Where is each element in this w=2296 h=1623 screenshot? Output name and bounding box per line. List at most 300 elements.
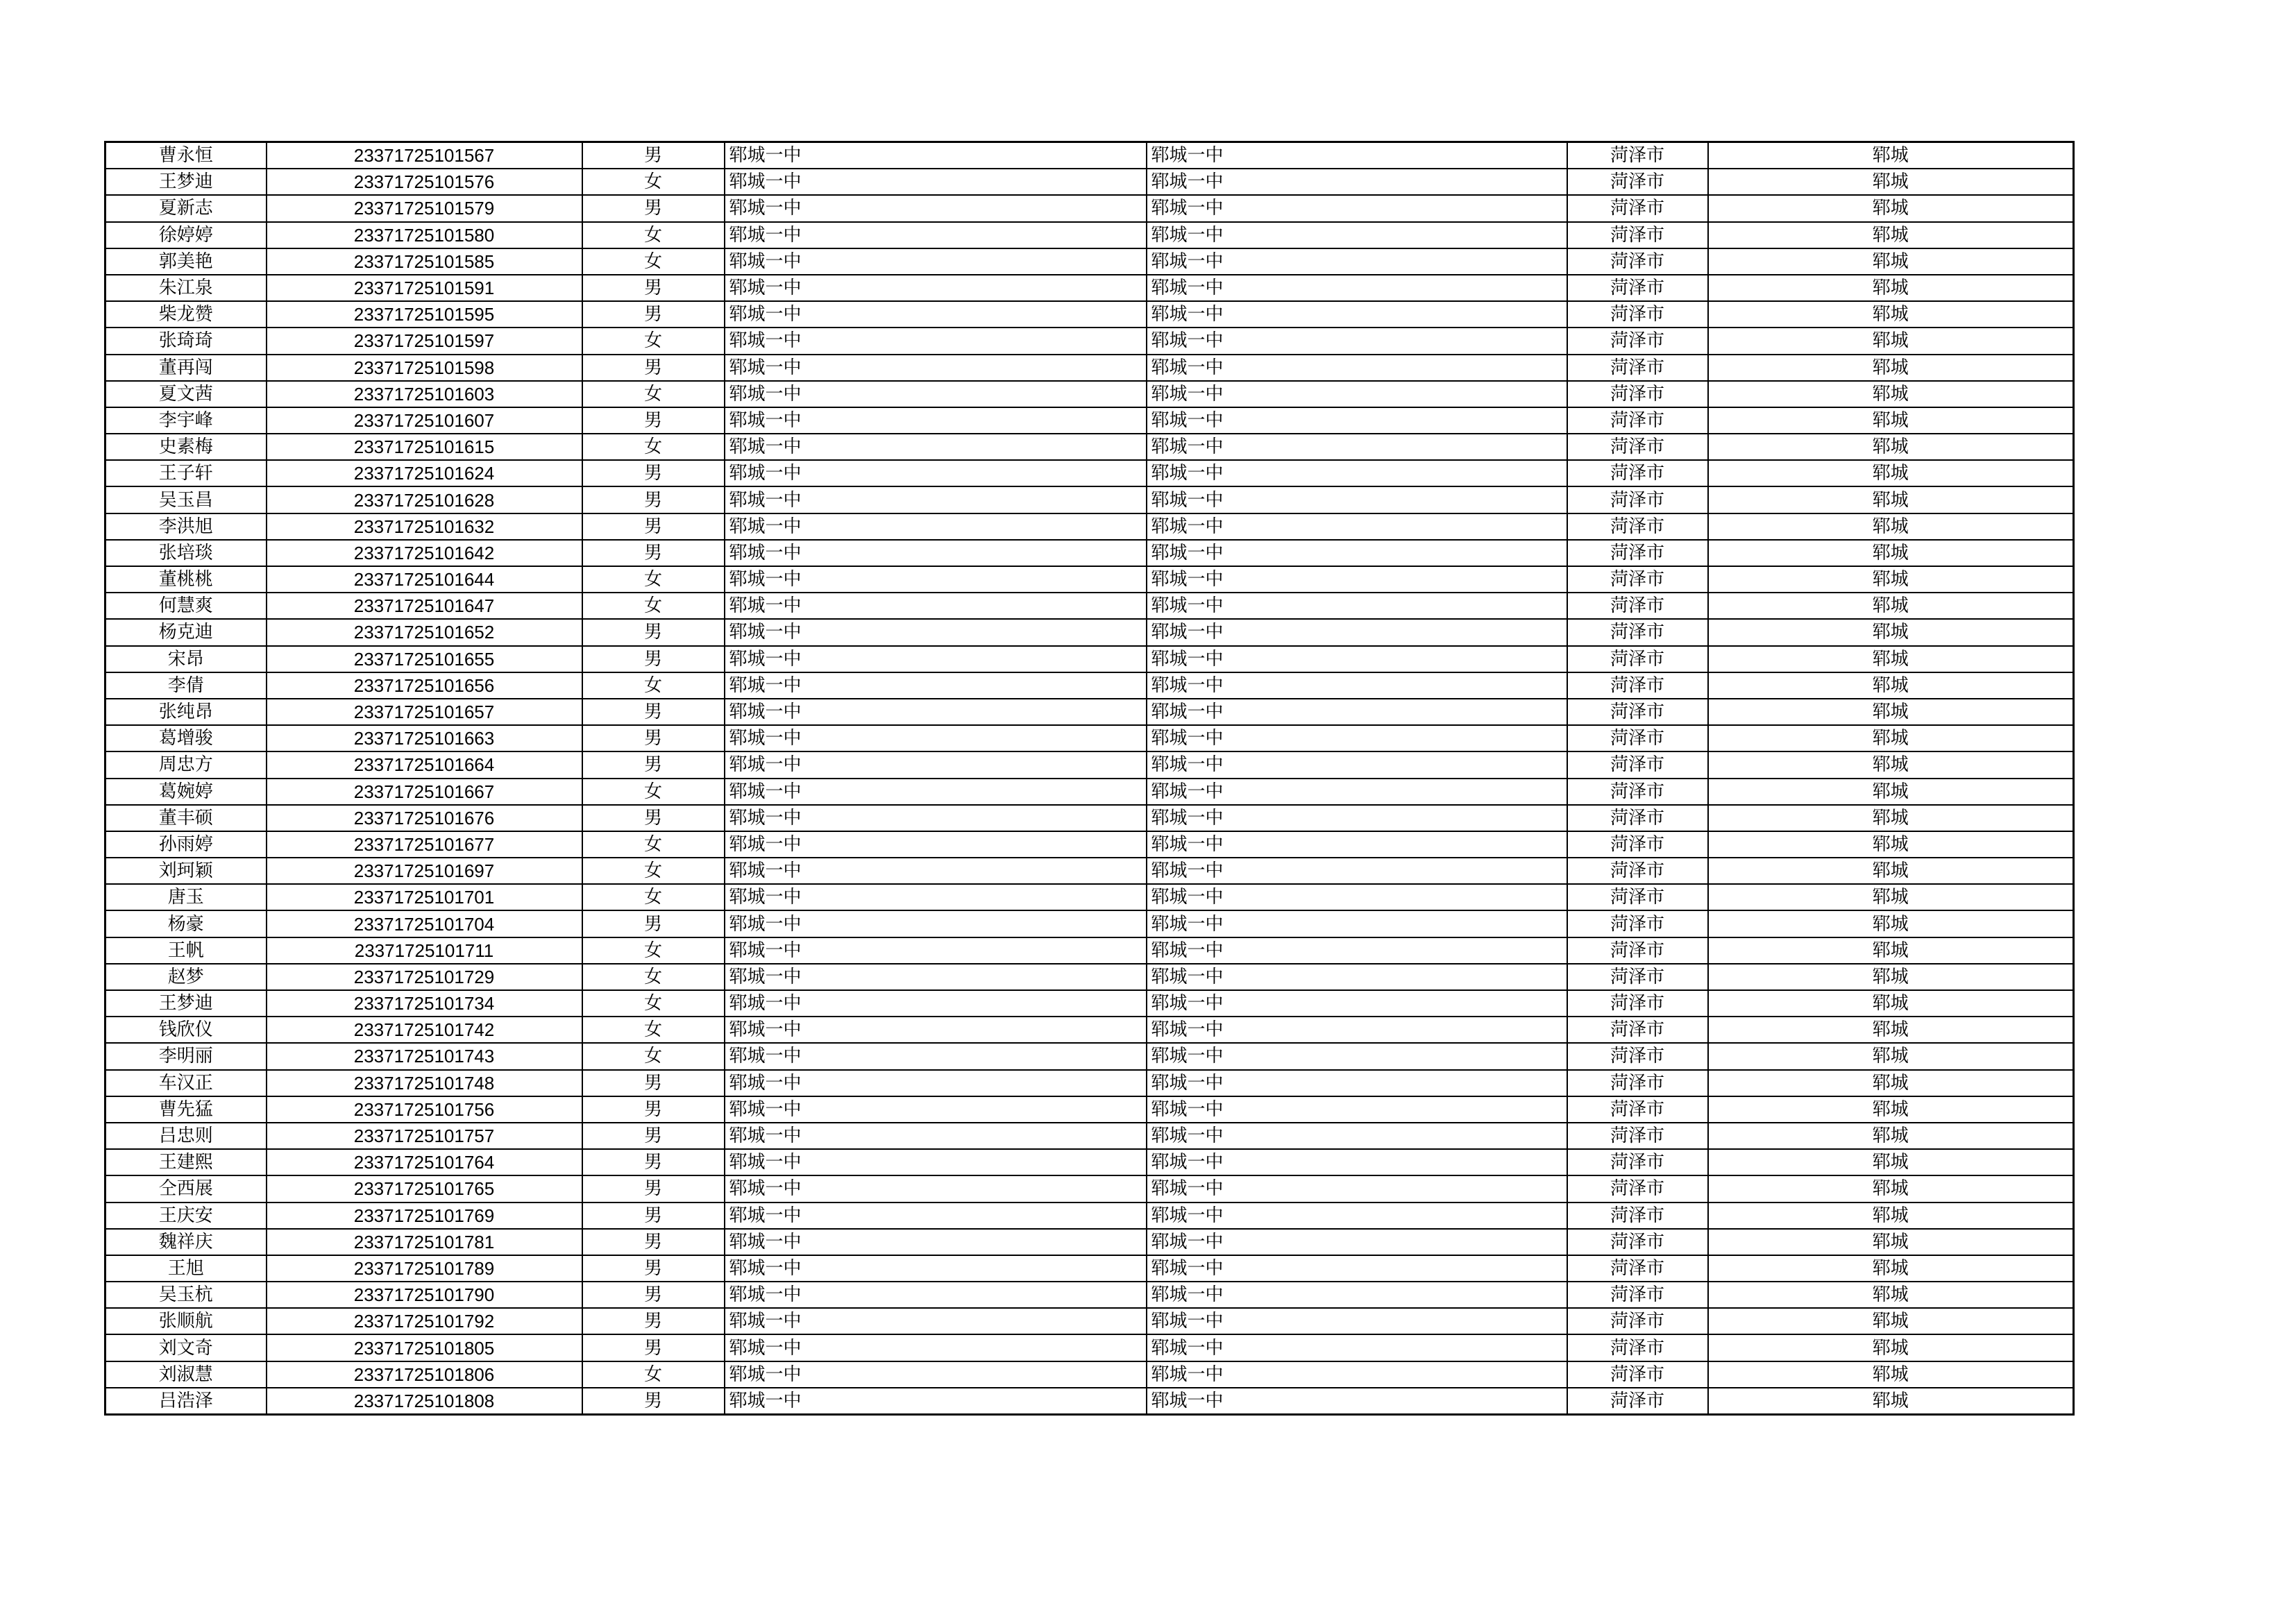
county-cell: 郓城 [1708,805,2074,831]
name-cell: 郭美艳 [105,248,267,275]
exam-id-cell: 23371725101652 [267,619,582,645]
city-cell: 菏泽市 [1567,195,1708,221]
name-cell: 曹永恒 [105,142,267,169]
city-cell: 菏泽市 [1567,699,1708,725]
exam-site-cell: 郓城一中 [1147,619,1567,645]
name-cell: 李洪旭 [105,513,267,540]
name-cell: 杨豪 [105,910,267,937]
name-cell: 杨克迪 [105,619,267,645]
city-cell: 菏泽市 [1567,884,1708,910]
exam-id-cell: 23371725101632 [267,513,582,540]
table-row [105,513,2074,540]
table-row [105,1334,2074,1361]
school-cell: 郓城一中 [725,1203,1147,1229]
name-cell: 张培琰 [105,540,267,566]
exam-site-cell: 郓城一中 [1147,566,1567,593]
school-cell: 郓城一中 [725,751,1147,778]
gender-cell: 男 [582,1388,725,1415]
name-cell: 王梦迪 [105,169,267,195]
name-cell: 周忠方 [105,751,267,778]
gender-cell: 男 [582,540,725,566]
name-cell: 车汉正 [105,1070,267,1096]
name-cell: 吕忠则 [105,1123,267,1149]
exam-id-cell: 23371725101644 [267,566,582,593]
school-cell: 郓城一中 [725,1017,1147,1043]
gender-cell: 女 [582,566,725,593]
table-row [105,142,2074,169]
gender-cell: 男 [582,725,725,751]
name-cell: 徐婷婷 [105,222,267,248]
name-cell: 吕浩泽 [105,1388,267,1415]
school-cell: 郓城一中 [725,248,1147,275]
gender-cell: 男 [582,1070,725,1096]
city-cell: 菏泽市 [1567,1043,1708,1069]
table-row [105,355,2074,381]
gender-cell: 女 [582,328,725,354]
county-cell: 郓城 [1708,142,2074,169]
name-cell: 钱欣仪 [105,1017,267,1043]
name-cell: 张顺航 [105,1308,267,1334]
table-row [105,381,2074,407]
exam-id-cell: 23371725101734 [267,990,582,1017]
exam-id-cell: 23371725101757 [267,1123,582,1149]
county-cell: 郓城 [1708,381,2074,407]
school-cell: 郓城一中 [725,884,1147,910]
name-cell: 李宇峰 [105,407,267,434]
county-cell: 郓城 [1708,937,2074,964]
exam-site-cell: 郓城一中 [1147,1282,1567,1308]
school-cell: 郓城一中 [725,1282,1147,1308]
gender-cell: 女 [582,434,725,460]
county-cell: 郓城 [1708,1017,2074,1043]
table-row [105,910,2074,937]
city-cell: 菏泽市 [1567,275,1708,301]
school-cell: 郓城一中 [725,779,1147,805]
county-cell: 郓城 [1708,779,2074,805]
city-cell: 菏泽市 [1567,1096,1708,1123]
exam-id-cell: 23371725101769 [267,1203,582,1229]
school-cell: 郓城一中 [725,725,1147,751]
county-cell: 郓城 [1708,1149,2074,1175]
exam-site-cell: 郓城一中 [1147,513,1567,540]
school-cell: 郓城一中 [725,831,1147,858]
school-cell: 郓城一中 [725,1229,1147,1255]
table-body [105,142,2074,1415]
city-cell: 菏泽市 [1567,1388,1708,1415]
school-cell: 郓城一中 [725,990,1147,1017]
school-cell: 郓城一中 [725,1255,1147,1282]
exam-id-cell: 23371725101663 [267,725,582,751]
name-cell: 刘淑慧 [105,1361,267,1388]
county-cell: 郓城 [1708,1203,2074,1229]
school-cell: 郓城一中 [725,169,1147,195]
name-cell: 刘文奇 [105,1334,267,1361]
gender-cell: 女 [582,672,725,699]
school-cell: 郓城一中 [725,1361,1147,1388]
exam-site-cell: 郓城一中 [1147,169,1567,195]
exam-id-cell: 23371725101704 [267,910,582,937]
school-cell: 郓城一中 [725,910,1147,937]
table-row [105,1017,2074,1043]
gender-cell: 男 [582,646,725,672]
name-cell: 曹先猛 [105,1096,267,1123]
table-row [105,1149,2074,1175]
name-cell: 孙雨婷 [105,831,267,858]
exam-site-cell: 郓城一中 [1147,328,1567,354]
school-cell: 郓城一中 [725,593,1147,619]
city-cell: 菏泽市 [1567,513,1708,540]
school-cell: 郓城一中 [725,672,1147,699]
name-cell: 赵梦 [105,964,267,990]
county-cell: 郓城 [1708,1334,2074,1361]
exam-site-cell: 郓城一中 [1147,1255,1567,1282]
name-cell: 张琦琦 [105,328,267,354]
gender-cell: 男 [582,910,725,937]
gender-cell: 女 [582,593,725,619]
city-cell: 菏泽市 [1567,142,1708,169]
city-cell: 菏泽市 [1567,672,1708,699]
school-cell: 郓城一中 [725,1043,1147,1069]
city-cell: 菏泽市 [1567,593,1708,619]
gender-cell: 男 [582,1255,725,1282]
city-cell: 菏泽市 [1567,1282,1708,1308]
exam-id-cell: 23371725101701 [267,884,582,910]
exam-id-cell: 23371725101790 [267,1282,582,1308]
county-cell: 郓城 [1708,222,2074,248]
table-row [105,805,2074,831]
table-row [105,169,2074,195]
city-cell: 菏泽市 [1567,1017,1708,1043]
name-cell: 葛增骏 [105,725,267,751]
name-cell: 王庆安 [105,1203,267,1229]
table-row [105,593,2074,619]
exam-site-cell: 郓城一中 [1147,672,1567,699]
exam-site-cell: 郓城一中 [1147,275,1567,301]
city-cell: 菏泽市 [1567,751,1708,778]
school-cell: 郓城一中 [725,513,1147,540]
exam-site-cell: 郓城一中 [1147,831,1567,858]
county-cell: 郓城 [1708,486,2074,513]
county-cell: 郓城 [1708,1175,2074,1202]
exam-site-cell: 郓城一中 [1147,248,1567,275]
exam-id-cell: 23371725101591 [267,275,582,301]
exam-site-cell: 郓城一中 [1147,779,1567,805]
name-cell: 仝西展 [105,1175,267,1202]
city-cell: 菏泽市 [1567,486,1708,513]
name-cell: 夏文茜 [105,381,267,407]
exam-id-cell: 23371725101597 [267,328,582,354]
exam-site-cell: 郓城一中 [1147,1017,1567,1043]
county-cell: 郓城 [1708,1123,2074,1149]
exam-id-cell: 23371725101756 [267,1096,582,1123]
gender-cell: 女 [582,779,725,805]
county-cell: 郓城 [1708,964,2074,990]
school-cell: 郓城一中 [725,1334,1147,1361]
city-cell: 菏泽市 [1567,1361,1708,1388]
county-cell: 郓城 [1708,1043,2074,1069]
table-row [105,195,2074,221]
gender-cell: 男 [582,1123,725,1149]
city-cell: 菏泽市 [1567,1308,1708,1334]
school-cell: 郓城一中 [725,1070,1147,1096]
gender-cell: 男 [582,486,725,513]
exam-site-cell: 郓城一中 [1147,1149,1567,1175]
gender-cell: 男 [582,1203,725,1229]
exam-site-cell: 郓城一中 [1147,1175,1567,1202]
table-row [105,646,2074,672]
exam-id-cell: 23371725101742 [267,1017,582,1043]
gender-cell: 男 [582,1308,725,1334]
name-cell: 魏祥庆 [105,1229,267,1255]
city-cell: 菏泽市 [1567,540,1708,566]
school-cell: 郓城一中 [725,619,1147,645]
county-cell: 郓城 [1708,858,2074,884]
county-cell: 郓城 [1708,1282,2074,1308]
name-cell: 李明丽 [105,1043,267,1069]
county-cell: 郓城 [1708,990,2074,1017]
exam-id-cell: 23371725101615 [267,434,582,460]
exam-id-cell: 23371725101628 [267,486,582,513]
gender-cell: 男 [582,407,725,434]
county-cell: 郓城 [1708,699,2074,725]
school-cell: 郓城一中 [725,460,1147,486]
city-cell: 菏泽市 [1567,434,1708,460]
county-cell: 郓城 [1708,1096,2074,1123]
name-cell: 夏新志 [105,195,267,221]
exam-id-cell: 23371725101580 [267,222,582,248]
table-row [105,1096,2074,1123]
table-row [105,672,2074,699]
school-cell: 郓城一中 [725,964,1147,990]
exam-id-cell: 23371725101642 [267,540,582,566]
exam-id-cell: 23371725101781 [267,1229,582,1255]
city-cell: 菏泽市 [1567,169,1708,195]
county-cell: 郓城 [1708,910,2074,937]
school-cell: 郓城一中 [725,1308,1147,1334]
student-list-table [104,141,2075,1416]
school-cell: 郓城一中 [725,222,1147,248]
exam-site-cell: 郓城一中 [1147,1123,1567,1149]
county-cell: 郓城 [1708,434,2074,460]
gender-cell: 女 [582,1043,725,1069]
exam-site-cell: 郓城一中 [1147,1361,1567,1388]
school-cell: 郓城一中 [725,540,1147,566]
exam-id-cell: 23371725101729 [267,964,582,990]
table-row [105,301,2074,328]
city-cell: 菏泽市 [1567,222,1708,248]
exam-id-cell: 23371725101585 [267,248,582,275]
name-cell: 王子轩 [105,460,267,486]
exam-id-cell: 23371725101806 [267,1361,582,1388]
city-cell: 菏泽市 [1567,831,1708,858]
exam-site-cell: 郓城一中 [1147,725,1567,751]
gender-cell: 女 [582,381,725,407]
school-cell: 郓城一中 [725,1123,1147,1149]
exam-site-cell: 郓城一中 [1147,407,1567,434]
county-cell: 郓城 [1708,407,2074,434]
exam-site-cell: 郓城一中 [1147,222,1567,248]
county-cell: 郓城 [1708,513,2074,540]
county-cell: 郓城 [1708,1388,2074,1415]
school-cell: 郓城一中 [725,486,1147,513]
name-cell: 李倩 [105,672,267,699]
name-cell: 刘珂颖 [105,858,267,884]
gender-cell: 女 [582,990,725,1017]
table-row [105,1229,2074,1255]
exam-id-cell: 23371725101667 [267,779,582,805]
school-cell: 郓城一中 [725,434,1147,460]
gender-cell: 男 [582,355,725,381]
county-cell: 郓城 [1708,619,2074,645]
exam-site-cell: 郓城一中 [1147,1043,1567,1069]
exam-id-cell: 23371725101656 [267,672,582,699]
exam-id-cell: 23371725101576 [267,169,582,195]
table-row [105,1388,2074,1415]
name-cell: 葛婉婷 [105,779,267,805]
school-cell: 郓城一中 [725,407,1147,434]
name-cell: 吴玉杭 [105,1282,267,1308]
table-row [105,222,2074,248]
table-row [105,937,2074,964]
county-cell: 郓城 [1708,1255,2074,1282]
city-cell: 菏泽市 [1567,910,1708,937]
gender-cell: 男 [582,1096,725,1123]
exam-id-cell: 23371725101655 [267,646,582,672]
city-cell: 菏泽市 [1567,248,1708,275]
gender-cell: 女 [582,937,725,964]
gender-cell: 男 [582,619,725,645]
exam-site-cell: 郓城一中 [1147,355,1567,381]
city-cell: 菏泽市 [1567,779,1708,805]
city-cell: 菏泽市 [1567,1334,1708,1361]
exam-id-cell: 23371725101764 [267,1149,582,1175]
exam-site-cell: 郓城一中 [1147,434,1567,460]
exam-id-cell: 23371725101607 [267,407,582,434]
county-cell: 郓城 [1708,169,2074,195]
table-row [105,1070,2074,1096]
city-cell: 菏泽市 [1567,646,1708,672]
city-cell: 菏泽市 [1567,328,1708,354]
county-cell: 郓城 [1708,566,2074,593]
exam-id-cell: 23371725101598 [267,355,582,381]
gender-cell: 男 [582,1175,725,1202]
table-row [105,1123,2074,1149]
gender-cell: 男 [582,699,725,725]
county-cell: 郓城 [1708,460,2074,486]
table-row [105,699,2074,725]
table-row [105,460,2074,486]
table-row [105,248,2074,275]
county-cell: 郓城 [1708,593,2074,619]
city-cell: 菏泽市 [1567,407,1708,434]
school-cell: 郓城一中 [725,1175,1147,1202]
exam-id-cell: 23371725101624 [267,460,582,486]
table-row [105,725,2074,751]
county-cell: 郓城 [1708,672,2074,699]
gender-cell: 女 [582,964,725,990]
exam-site-cell: 郓城一中 [1147,1388,1567,1415]
city-cell: 菏泽市 [1567,381,1708,407]
exam-site-cell: 郓城一中 [1147,990,1567,1017]
gender-cell: 男 [582,1334,725,1361]
gender-cell: 女 [582,1017,725,1043]
county-cell: 郓城 [1708,646,2074,672]
school-cell: 郓城一中 [725,301,1147,328]
city-cell: 菏泽市 [1567,937,1708,964]
gender-cell: 女 [582,884,725,910]
exam-site-cell: 郓城一中 [1147,486,1567,513]
school-cell: 郓城一中 [725,699,1147,725]
exam-id-cell: 23371725101748 [267,1070,582,1096]
school-cell: 郓城一中 [725,937,1147,964]
city-cell: 菏泽市 [1567,619,1708,645]
school-cell: 郓城一中 [725,858,1147,884]
table-row [105,990,2074,1017]
school-cell: 郓城一中 [725,566,1147,593]
exam-site-cell: 郓城一中 [1147,301,1567,328]
gender-cell: 男 [582,195,725,221]
table-row [105,1282,2074,1308]
school-cell: 郓城一中 [725,275,1147,301]
exam-site-cell: 郓城一中 [1147,1308,1567,1334]
table-row [105,1361,2074,1388]
gender-cell: 男 [582,513,725,540]
school-cell: 郓城一中 [725,1388,1147,1415]
county-cell: 郓城 [1708,301,2074,328]
city-cell: 菏泽市 [1567,1255,1708,1282]
table-row [105,328,2074,354]
city-cell: 菏泽市 [1567,990,1708,1017]
gender-cell: 女 [582,831,725,858]
table-row [105,540,2074,566]
gender-cell: 男 [582,275,725,301]
exam-site-cell: 郓城一中 [1147,1229,1567,1255]
exam-site-cell: 郓城一中 [1147,540,1567,566]
name-cell: 王旭 [105,1255,267,1282]
gender-cell: 女 [582,222,725,248]
exam-id-cell: 23371725101567 [267,142,582,169]
exam-site-cell: 郓城一中 [1147,805,1567,831]
exam-site-cell: 郓城一中 [1147,910,1567,937]
name-cell: 董桃桃 [105,566,267,593]
exam-id-cell: 23371725101711 [267,937,582,964]
name-cell: 宋昂 [105,646,267,672]
school-cell: 郓城一中 [725,328,1147,354]
gender-cell: 女 [582,858,725,884]
gender-cell: 女 [582,1361,725,1388]
exam-site-cell: 郓城一中 [1147,884,1567,910]
school-cell: 郓城一中 [725,1149,1147,1175]
city-cell: 菏泽市 [1567,725,1708,751]
table-row [105,275,2074,301]
city-cell: 菏泽市 [1567,1149,1708,1175]
gender-cell: 男 [582,460,725,486]
exam-site-cell: 郓城一中 [1147,646,1567,672]
gender-cell: 男 [582,1282,725,1308]
name-cell: 董丰硕 [105,805,267,831]
exam-id-cell: 23371725101808 [267,1388,582,1415]
county-cell: 郓城 [1708,831,2074,858]
exam-site-cell: 郓城一中 [1147,381,1567,407]
exam-id-cell: 23371725101805 [267,1334,582,1361]
gender-cell: 男 [582,1229,725,1255]
table-row [105,1043,2074,1069]
name-cell: 王建熙 [105,1149,267,1175]
table-row [105,751,2074,778]
gender-cell: 女 [582,169,725,195]
name-cell: 何慧爽 [105,593,267,619]
gender-cell: 男 [582,1149,725,1175]
